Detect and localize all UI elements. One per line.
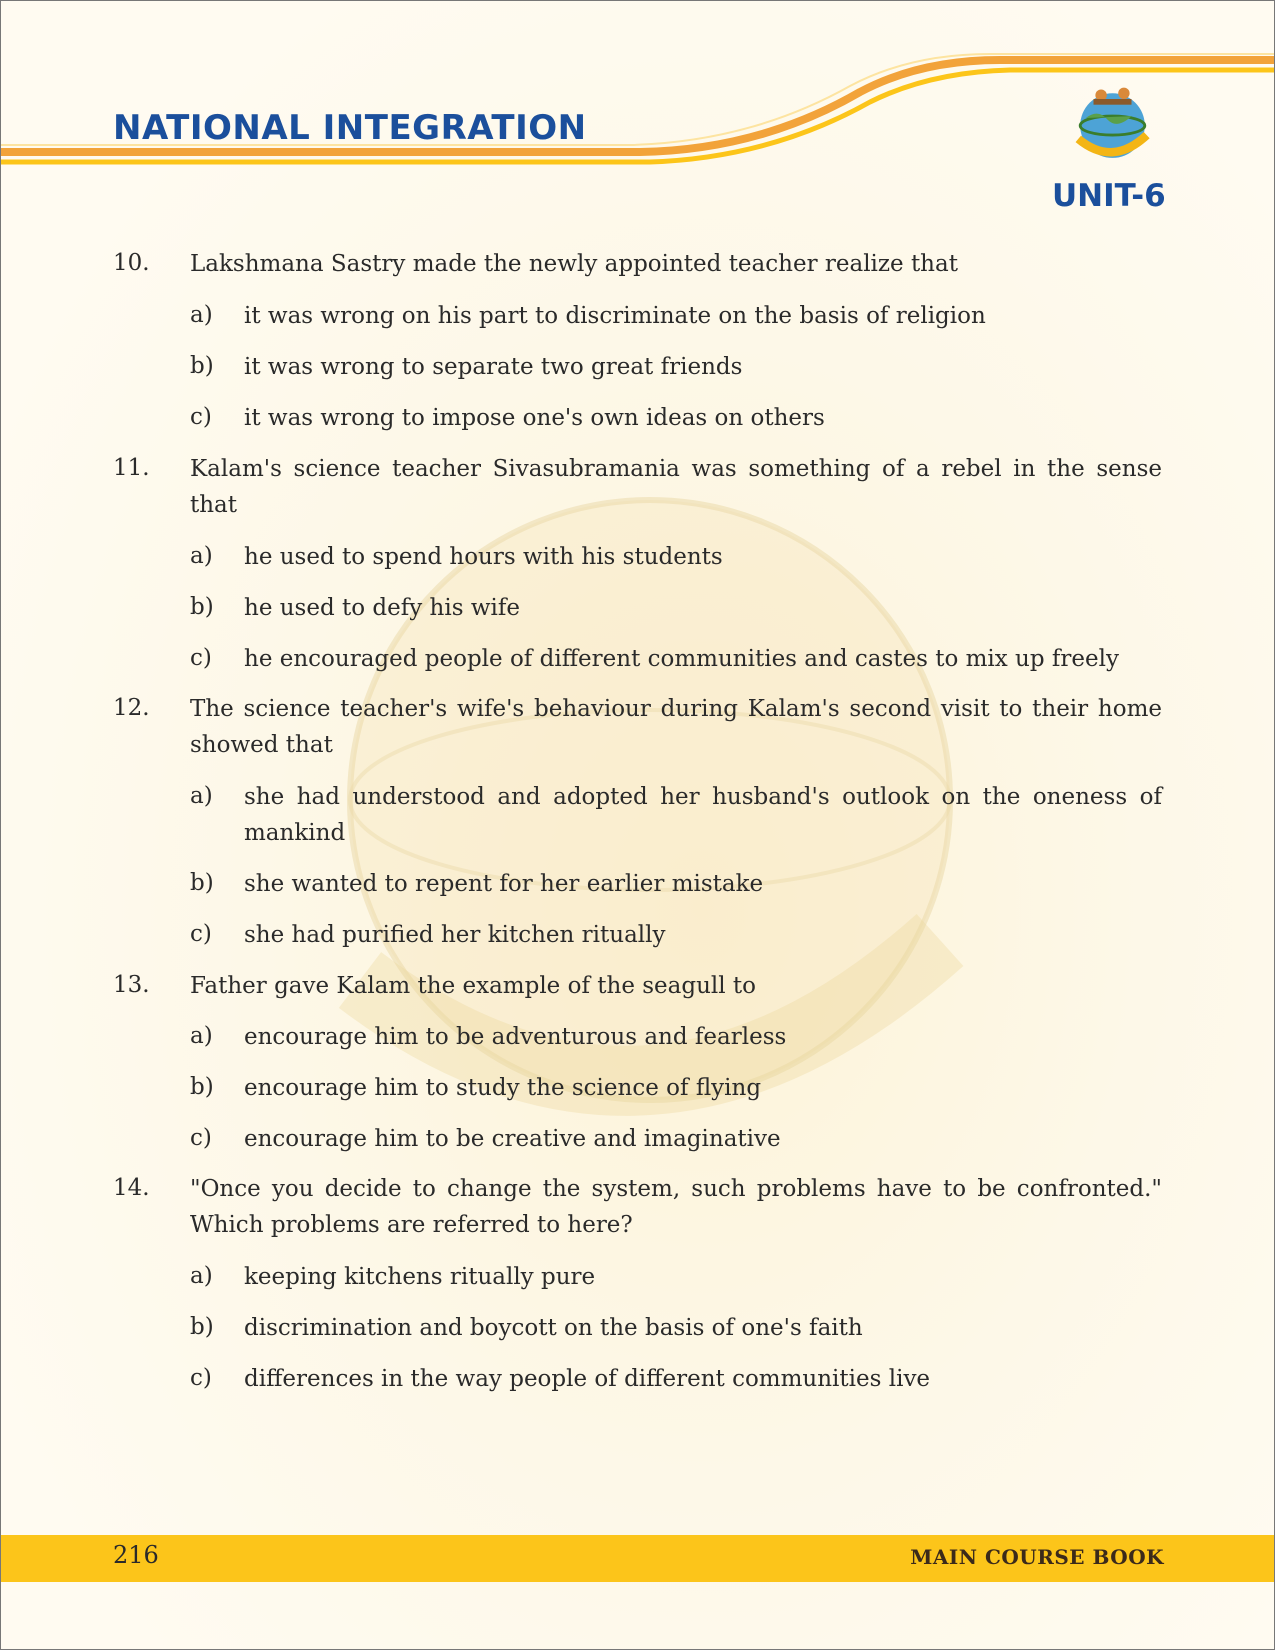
- option-letter: c): [190, 921, 212, 947]
- page-number: 216: [113, 1541, 159, 1569]
- option-text: she had purified her kitchen ritually: [244, 922, 666, 948]
- option-text: it was wrong to impose one's own ideas on others: [244, 405, 825, 431]
- option-text: encourage him to be adventurous and fearless: [244, 1024, 787, 1050]
- option-text: he used to spend hours with his students: [244, 544, 723, 570]
- option-letter: a): [190, 783, 213, 809]
- question-number: 10.: [113, 250, 150, 276]
- option-text: he used to defy his wife: [244, 595, 520, 621]
- option-text: she had understood and adopted her husband's outlook on the oneness of mankind: [244, 784, 1162, 846]
- option-letter: c): [190, 404, 212, 430]
- option-letter: b): [190, 1314, 214, 1340]
- option-text: keeping kitchens ritually pure: [244, 1264, 596, 1290]
- question-text: Kalam's science teacher Sivasubramania was something of a rebel in the sense that: [190, 456, 1162, 518]
- question-number: 14.: [113, 1175, 150, 1201]
- option-text: differences in the way people of different communities live: [244, 1366, 931, 1392]
- option-text: encourage him to study the science of flying: [244, 1075, 762, 1101]
- question-text: "Once you decide to change the system, such problems have to be confronted." Which problems are referred to here?: [190, 1176, 1162, 1238]
- option-letter: b): [190, 1074, 214, 1100]
- option-text: it was wrong on his part to discriminate on the basis of religion: [244, 303, 986, 329]
- question-text: Lakshmana Sastry made the newly appointed teacher realize that: [190, 251, 958, 277]
- option-letter: a): [190, 1023, 213, 1049]
- option-letter: b): [190, 594, 214, 620]
- option-letter: c): [190, 1125, 212, 1151]
- option-letter: b): [190, 353, 214, 379]
- option-text: discrimination and boycott on the basis of one's faith: [244, 1315, 863, 1341]
- option-letter: b): [190, 870, 214, 896]
- book-name: MAIN COURSE BOOK: [910, 1545, 1164, 1569]
- question-text: The science teacher's wife's behaviour during Kalam's second visit to their home showed that: [190, 696, 1162, 758]
- option-letter: a): [190, 1263, 213, 1289]
- question-number: 13.: [113, 972, 150, 998]
- option-text: encourage him to be creative and imaginative: [244, 1126, 781, 1152]
- option-text: he encouraged people of different communities and castes to mix up freely: [244, 646, 1119, 672]
- option-text: she wanted to repent for her earlier mistake: [244, 871, 764, 897]
- option-letter: a): [190, 302, 213, 328]
- question-text: Father gave Kalam the example of the seagull to: [190, 973, 757, 999]
- option-letter: c): [190, 1365, 212, 1391]
- page-title: NATIONAL INTEGRATION: [113, 108, 587, 148]
- option-letter: c): [190, 645, 212, 671]
- option-letter: a): [190, 543, 213, 569]
- option-text: it was wrong to separate two great friends: [244, 354, 743, 380]
- question-number: 12.: [113, 695, 150, 721]
- question-number: 11.: [113, 455, 150, 481]
- cbse-logo-icon: [1065, 80, 1160, 175]
- unit-label: UNIT-6: [1052, 178, 1166, 214]
